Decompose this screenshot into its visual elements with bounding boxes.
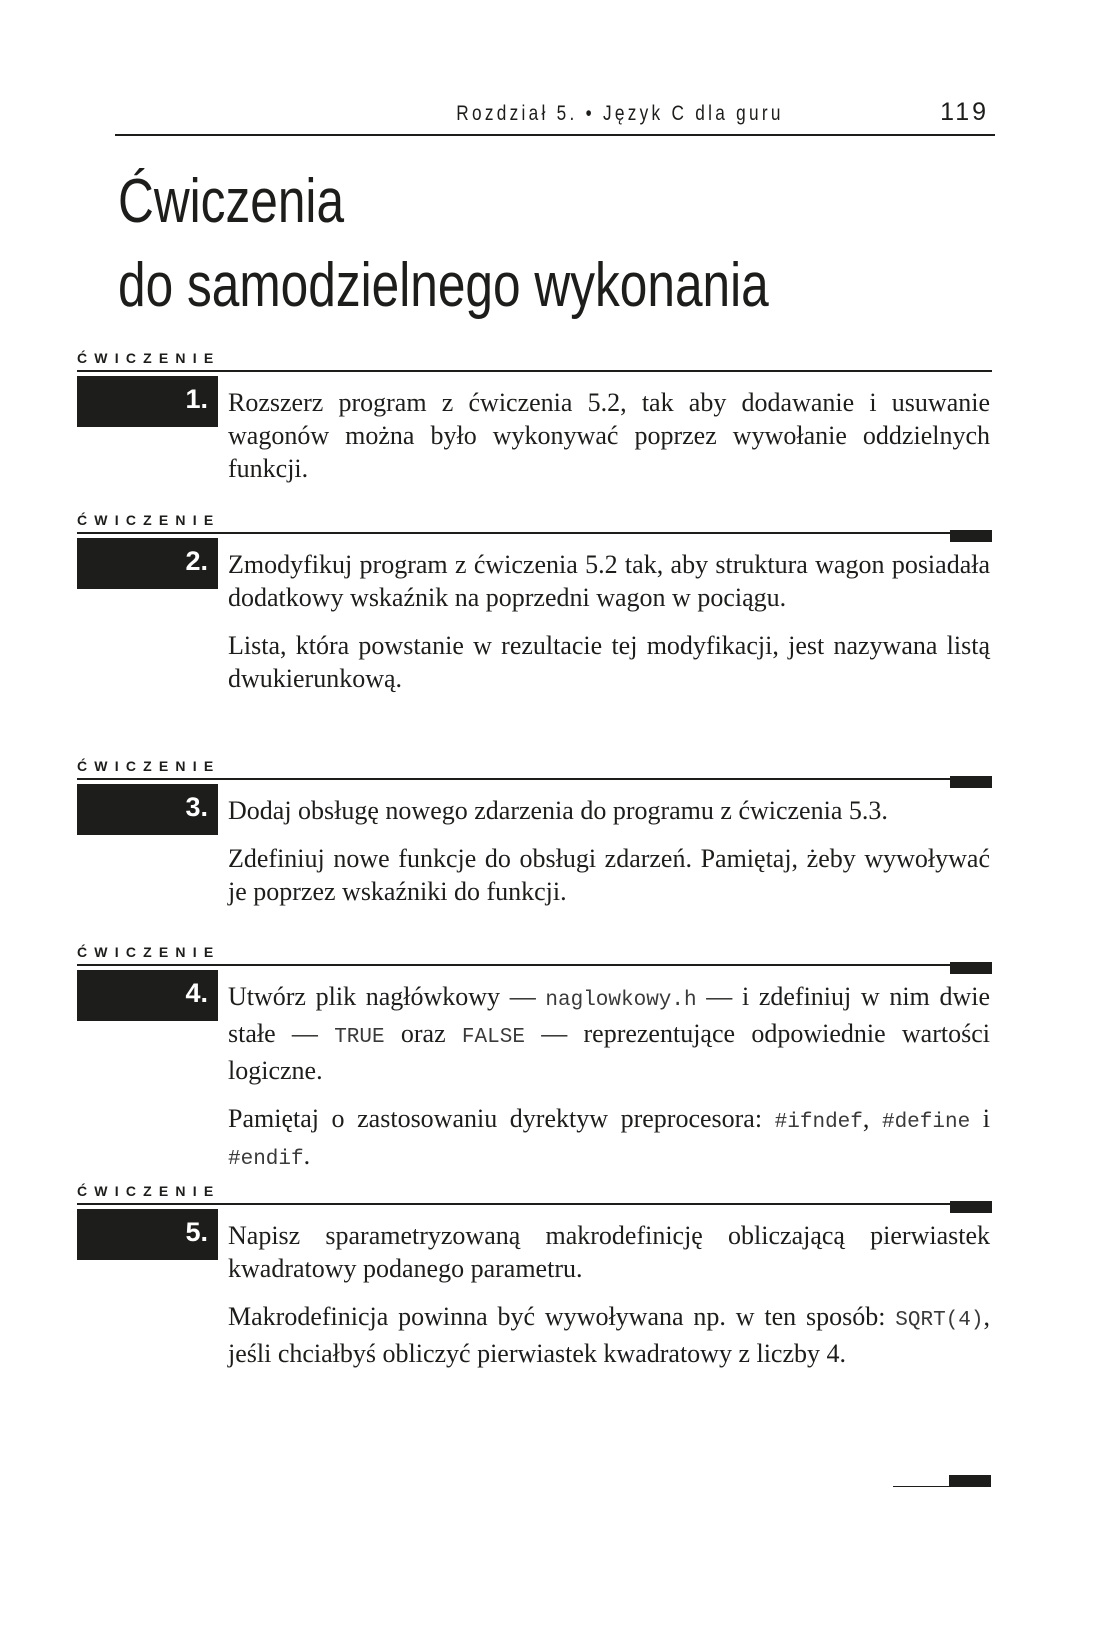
text-run: Utwórz plik nagłówkowy —	[228, 982, 546, 1011]
exercise-label: ĆWICZENIE	[77, 350, 221, 366]
running-head	[115, 96, 995, 136]
exercise-rule	[77, 964, 992, 966]
exercise-tab-marker	[950, 962, 992, 974]
exercise-tab-marker	[950, 776, 992, 788]
text-run: oraz	[384, 1019, 462, 1048]
text-run: , jeśli chciałbyś obliczyć pierwiastek kwadratowy z liczby 4.	[228, 1302, 990, 1368]
exercise-body	[228, 794, 990, 923]
page-title	[118, 160, 769, 328]
exercise-label: ĆWICZENIE	[77, 944, 221, 960]
text-run: .	[303, 1141, 311, 1170]
exercise-number-box	[77, 538, 218, 589]
code-constant: FALSE	[461, 1026, 525, 1049]
exercise-number: 5.	[185, 1217, 208, 1247]
chapter-title: Rozdział 5. • Język C dla guru	[456, 102, 784, 125]
text-run: i	[970, 1104, 990, 1133]
text-run: Makrodefinicja powinna być wywoływana np. w ten sposób:	[228, 1302, 896, 1331]
exercise-paragraph: Zmodyfikuj program z ćwiczenia 5.2 tak, aby struktura wagon posiadała dodatkowy wskaźnik na poprzedni wagon w pociągu.	[228, 550, 990, 612]
exercise-paragraph	[228, 980, 990, 1087]
exercise-body	[228, 548, 990, 710]
text-run: — reprezentujące odpowiednie wartości logiczne.	[228, 1019, 990, 1085]
exercise-body	[228, 386, 990, 500]
text-run: ,	[862, 1104, 882, 1133]
exercise-rule	[77, 370, 992, 372]
page-title-line-1: Ćwiczenia	[118, 167, 345, 236]
code-filename: naglowkowy.h	[545, 989, 697, 1012]
exercise-number: 1.	[185, 384, 208, 414]
exercise-paragraph: Rozszerz program z ćwiczenia 5.2, tak aby dodawanie i usuwanie wagonów można było wykonywać poprzez wywołanie oddzielnych funkcji.	[228, 388, 990, 483]
exercise-paragraph: Lista, która powstanie w rezultacie tej modyfikacji, jest nazywana listą dwukierunkową.	[228, 631, 990, 693]
code-directive: #define	[881, 1111, 971, 1134]
page-title-line-2: do samodzielnego wykonania	[118, 251, 769, 320]
exercise-rule	[77, 532, 992, 534]
exercise-number: 2.	[185, 546, 208, 576]
exercise-tab-marker	[950, 1201, 992, 1213]
exercise-number-box	[77, 1209, 218, 1260]
exercise-label: ĆWICZENIE	[77, 1183, 221, 1199]
page-number: 119	[940, 98, 989, 126]
code-directive: #ifndef	[774, 1111, 863, 1134]
exercise-paragraph: Napisz sparametryzowaną makrodefinicję obliczającą pierwiastek kwadratowy podanego parametru.	[228, 1221, 990, 1283]
code-constant: TRUE	[334, 1026, 385, 1049]
exercise-number-box	[77, 376, 218, 427]
exercise-label: ĆWICZENIE	[77, 512, 221, 528]
exercise-paragraph	[228, 1102, 990, 1176]
text-run: — i zdefiniuj w nim dwie stałe —	[228, 982, 990, 1048]
code-directive: #endif	[228, 1148, 304, 1171]
text-run: Pamiętaj o zastosowaniu dyrektyw preprocesora:	[228, 1104, 775, 1133]
exercise-tab-marker	[950, 530, 992, 542]
exercise-paragraph: Dodaj obsługę nowego zdarzenia do programu z ćwiczenia 5.3.	[228, 796, 888, 825]
exercise-paragraph: Zdefiniuj nowe funkcje do obsługi zdarzeń. Pamiętaj, żeby wywoływać je poprzez wskaźniki do funkcji.	[228, 844, 990, 906]
code-macro: SQRT(4)	[895, 1309, 984, 1332]
exercise-number-box	[77, 784, 218, 835]
exercise-number: 3.	[185, 792, 208, 822]
exercise-rule	[77, 778, 992, 780]
end-mark-block	[949, 1475, 991, 1487]
section-end-mark	[893, 1475, 991, 1487]
exercise-number-box	[77, 970, 218, 1021]
exercise-number: 4.	[185, 978, 208, 1008]
exercise-body	[228, 980, 990, 1191]
exercise-body	[228, 1219, 990, 1385]
exercise-paragraph	[228, 1300, 990, 1370]
exercise-label: ĆWICZENIE	[77, 758, 221, 774]
exercise-rule	[77, 1203, 992, 1205]
